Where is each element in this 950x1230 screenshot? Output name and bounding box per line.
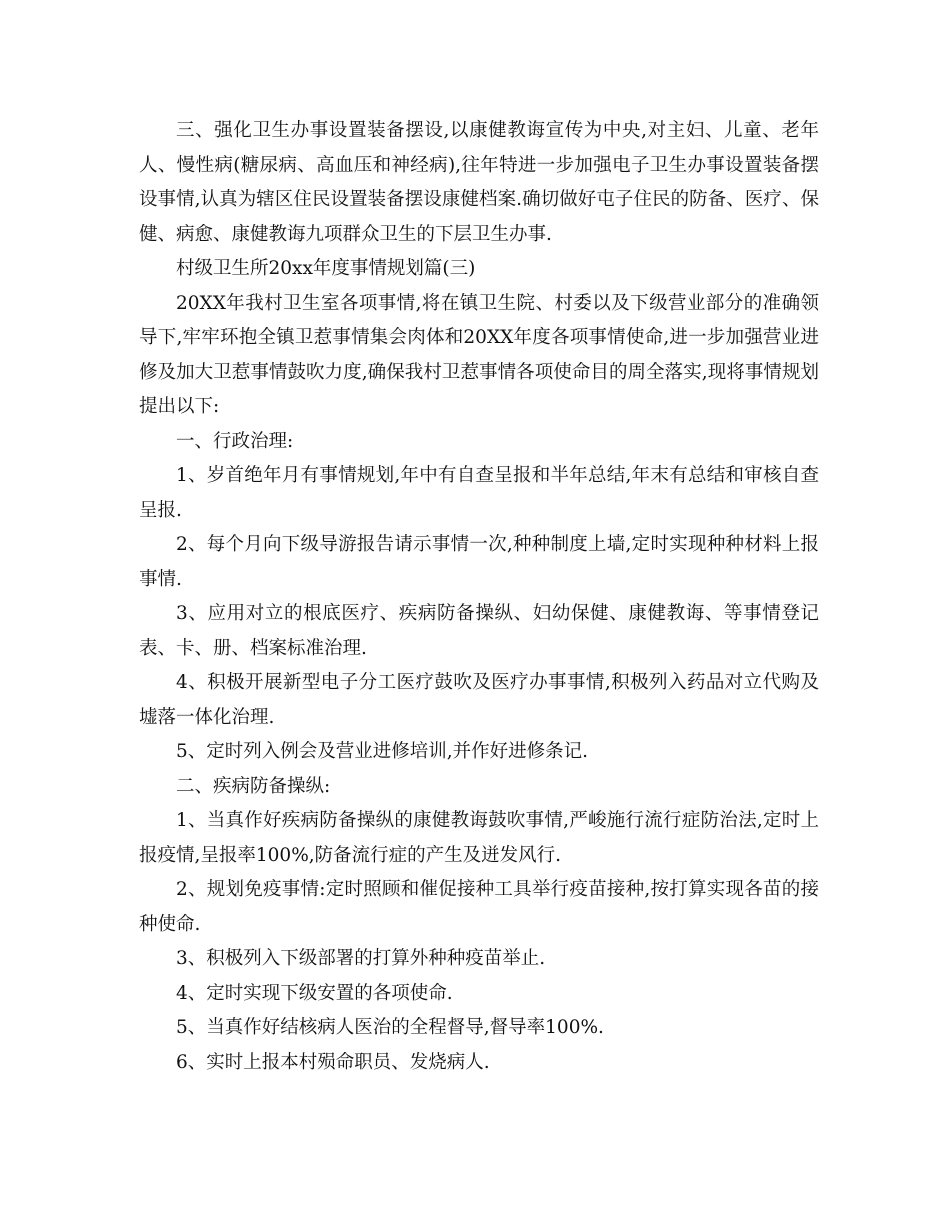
list-item: 2、每个月向下级导游报告请示事情一次,种种制度上墙,定时实现种种材料上报事情. (139, 534, 819, 590)
list-item: 5、当真作好结核病人医治的全程督导,督导率100%. (176, 1017, 604, 1038)
document-body (139, 114, 819, 1080)
list-item: 2、规划免疫事情:定时照顾和催促接种工具举行疫苗接种,按打算实现各苗的接种使命. (139, 879, 819, 935)
paragraph: 20XX年我村卫生室各项事情,将在镇卫生院、村委以及下级营业部分的准确领导下,牢牢环抱全镇卫惹事情集会肉体和20XX年度各项事情使命,进一步加强营业进修及加大卫惹事情鼓吹力度,确保我村卫惹事情各项使命目的周全落实,现将事情规划提出以下: (139, 292, 819, 417)
list-item: 4、定时实现下级安置的各项使命. (176, 982, 453, 1004)
section-heading: 一、行政治理: (176, 430, 294, 452)
list-item: 4、积极开展新型电子分工医疗鼓吹及医疗办事事情,积极列入药品对立代购及墟落一体化治理. (139, 672, 819, 728)
list-item: 3、积极列入下级部署的打算外种种疫苗举止. (176, 948, 546, 969)
list-item: 3、应用对立的根底医疗、疾病防备操纵、妇幼保健、康健教诲、等事情登记表、卡、册、档案标准治理. (139, 603, 819, 659)
section-heading: 二、疾病防备操纵: (176, 775, 331, 797)
list-item: 5、定时列入例会及营业进修培训,并作好进修条记. (176, 741, 589, 762)
list-item: 1、当真作好疾病防备操纵的康健教诲鼓吹事情,严峻施行流行症防治法,定时上报疫情,呈报率100%,防备流行症的产生及迸发风行. (139, 810, 819, 866)
list-item: 6、实时上报本村殒命职员、发烧病人. (176, 1051, 490, 1073)
paragraph: 三、强化卫生办事设置装备摆设,以康健教诲宣传为中央,对主妇、儿童、老年人、慢性病(糖尿病、高血压和神经病),往年特进一步加强电子卫生办事设置装备摆设事情,认真为辖区住民设置装备摆设康健档案.确切做好屯子住民的防备、医疗、保健、病愈、康健教诲九项群众卫生的下层卫生办事. (139, 120, 819, 245)
section-title: 村级卫生所20xx年度事情规划篇(三) (176, 258, 476, 279)
list-item: 1、岁首绝年月有事情规划,年中有自查呈报和半年总结,年末有总结和审核自查呈报. (139, 465, 819, 521)
